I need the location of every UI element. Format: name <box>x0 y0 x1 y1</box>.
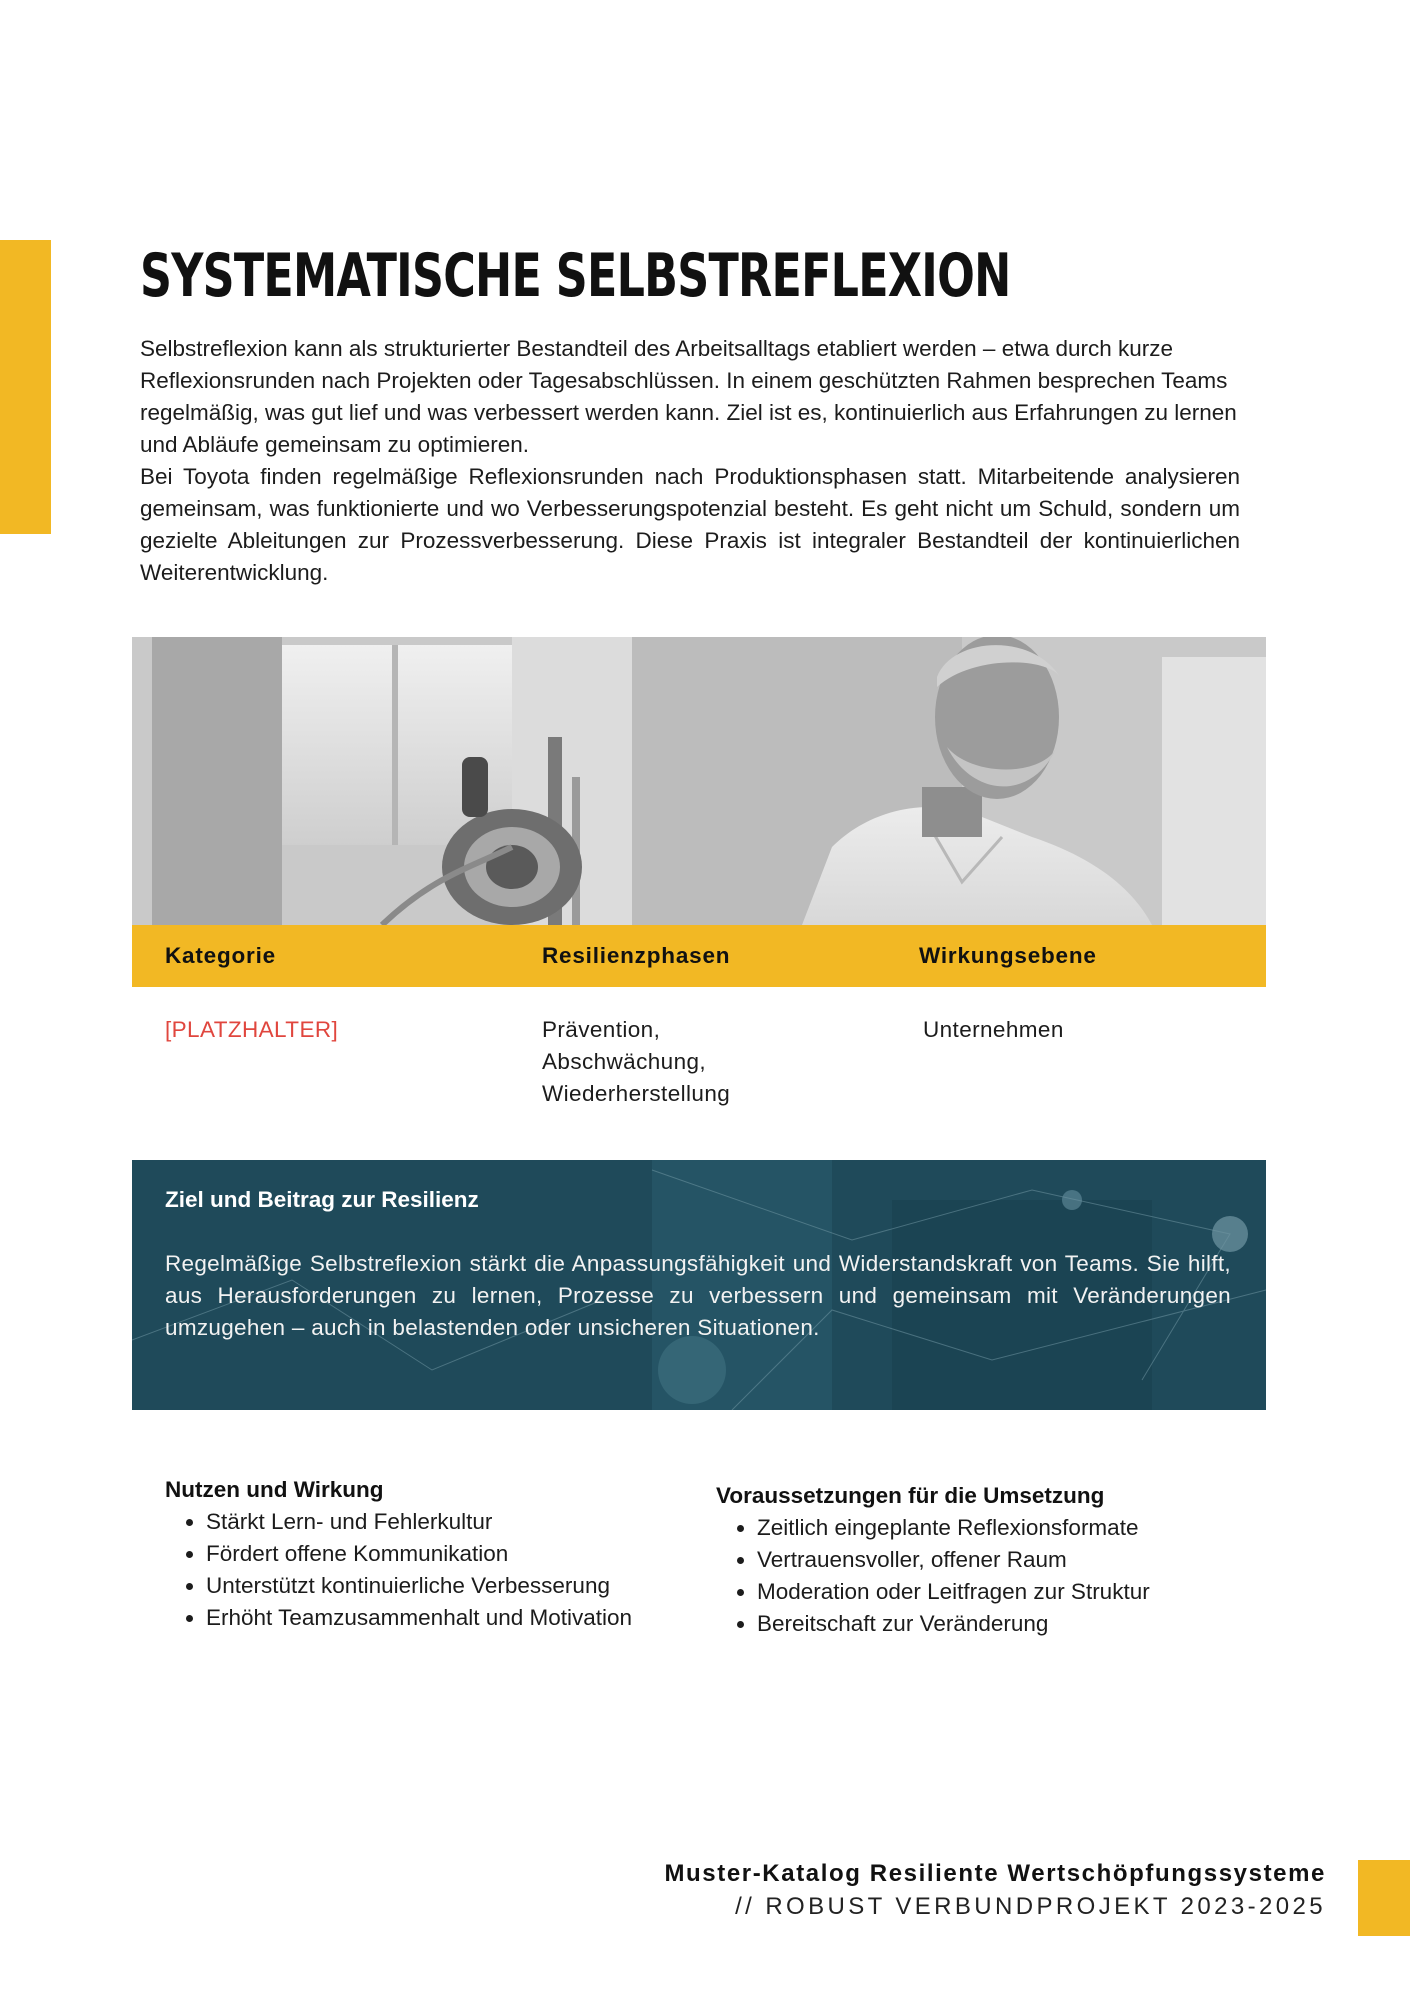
list-item: • Fördert offene Kommunikation <box>206 1538 685 1570</box>
header-photo <box>132 637 1266 925</box>
page-title: SYSTEMATISCHE SELBSTREFLEXION <box>140 241 1011 311</box>
value-kategorie: [PLATZHALTER] <box>165 1017 339 1042</box>
ziel-title: Ziel und Beitrag zur Resilienz <box>165 1187 479 1212</box>
footer-accent-bar <box>1358 1860 1410 1936</box>
header-resilienzphasen: Resilienzphasen <box>542 943 731 968</box>
nutzen-section <box>165 1474 685 1634</box>
list-item: • Zeitlich eingeplante Reflexionsformate <box>757 1512 1236 1544</box>
voraussetzungen-section <box>716 1480 1236 1640</box>
left-accent-bar <box>0 240 51 534</box>
list-item: • Bereitschaft zur Veränderung <box>757 1608 1236 1640</box>
ziel-text: Regelmäßige Selbstreflexion stärkt die Anpassungsfähigkeit und Widerstandskraft von Teams. Sie hilft, aus Herausforderungen zu lernen, Prozesse zu verbessern und gemeinsam mit Veränderungen umzugehen – auch in belastenden oder unsicheren Situationen. <box>165 1251 1231 1340</box>
intro-paragraph-1: Selbstreflexion kann als strukturierter Bestandteil des Arbeitsalltags etabliert werden – etwa durch kurze Reflexionsrunden nach Projekten oder Tagesabschlüssen. In einem geschützten Rahmen besprechen Teams regelmäßig, was gut lief und was verbessert werden kann. Ziel ist es, kontinuierlich aus Erfahrungen zu lernen und Abläufe gemeinsam zu optimieren. <box>140 336 1237 457</box>
intro-text <box>140 333 1240 589</box>
intro-paragraph-2: Bei Toyota finden regelmäßige Reflexionsrunden nach Produktionsphasen statt. Mitarbeitende analysieren gemeinsam, was funktionierte und wo Verbesserungspotenzial besteht. Es geht nicht um Schuld, sondern um gezielte Ableitungen zur Prozessverbesserung. Diese Praxis ist integraler Bestandteil der kontinuierlichen Weiterentwicklung. <box>140 464 1240 585</box>
list-item: • Vertrauensvoller, offener Raum <box>757 1544 1236 1576</box>
photo-illustration <box>132 637 1266 925</box>
footer-title: Muster-Katalog Resiliente Wertschöpfungssysteme <box>664 1860 1326 1887</box>
list-item: • Erhöht Teamzusammenhalt und Motivation <box>206 1602 685 1634</box>
nutzen-title: Nutzen und Wirkung <box>165 1477 384 1502</box>
header-kategorie: Kategorie <box>165 943 276 968</box>
footer-subtitle: // ROBUST VERBUNDPROJEKT 2023-2025 <box>735 1893 1326 1920</box>
list-item: • Unterstützt kontinuierliche Verbesserung <box>206 1570 685 1602</box>
list-item: • Moderation oder Leitfragen zur Struktur <box>757 1576 1236 1608</box>
info-table-header <box>132 925 1266 987</box>
header-wirkungsebene: Wirkungsebene <box>919 943 1097 968</box>
voraussetzungen-title: Voraussetzungen für die Umsetzung <box>716 1483 1105 1508</box>
value-wirkungsebene: Unternehmen <box>923 1017 1064 1042</box>
nutzen-list <box>165 1506 685 1634</box>
list-item: • Stärkt Lern- und Fehlerkultur <box>206 1506 685 1538</box>
voraussetzungen-list <box>716 1512 1236 1640</box>
value-resilienzphasen: Prävention, Abschwächung, Wiederherstellung <box>542 1017 731 1106</box>
ziel-box <box>132 1160 1266 1410</box>
